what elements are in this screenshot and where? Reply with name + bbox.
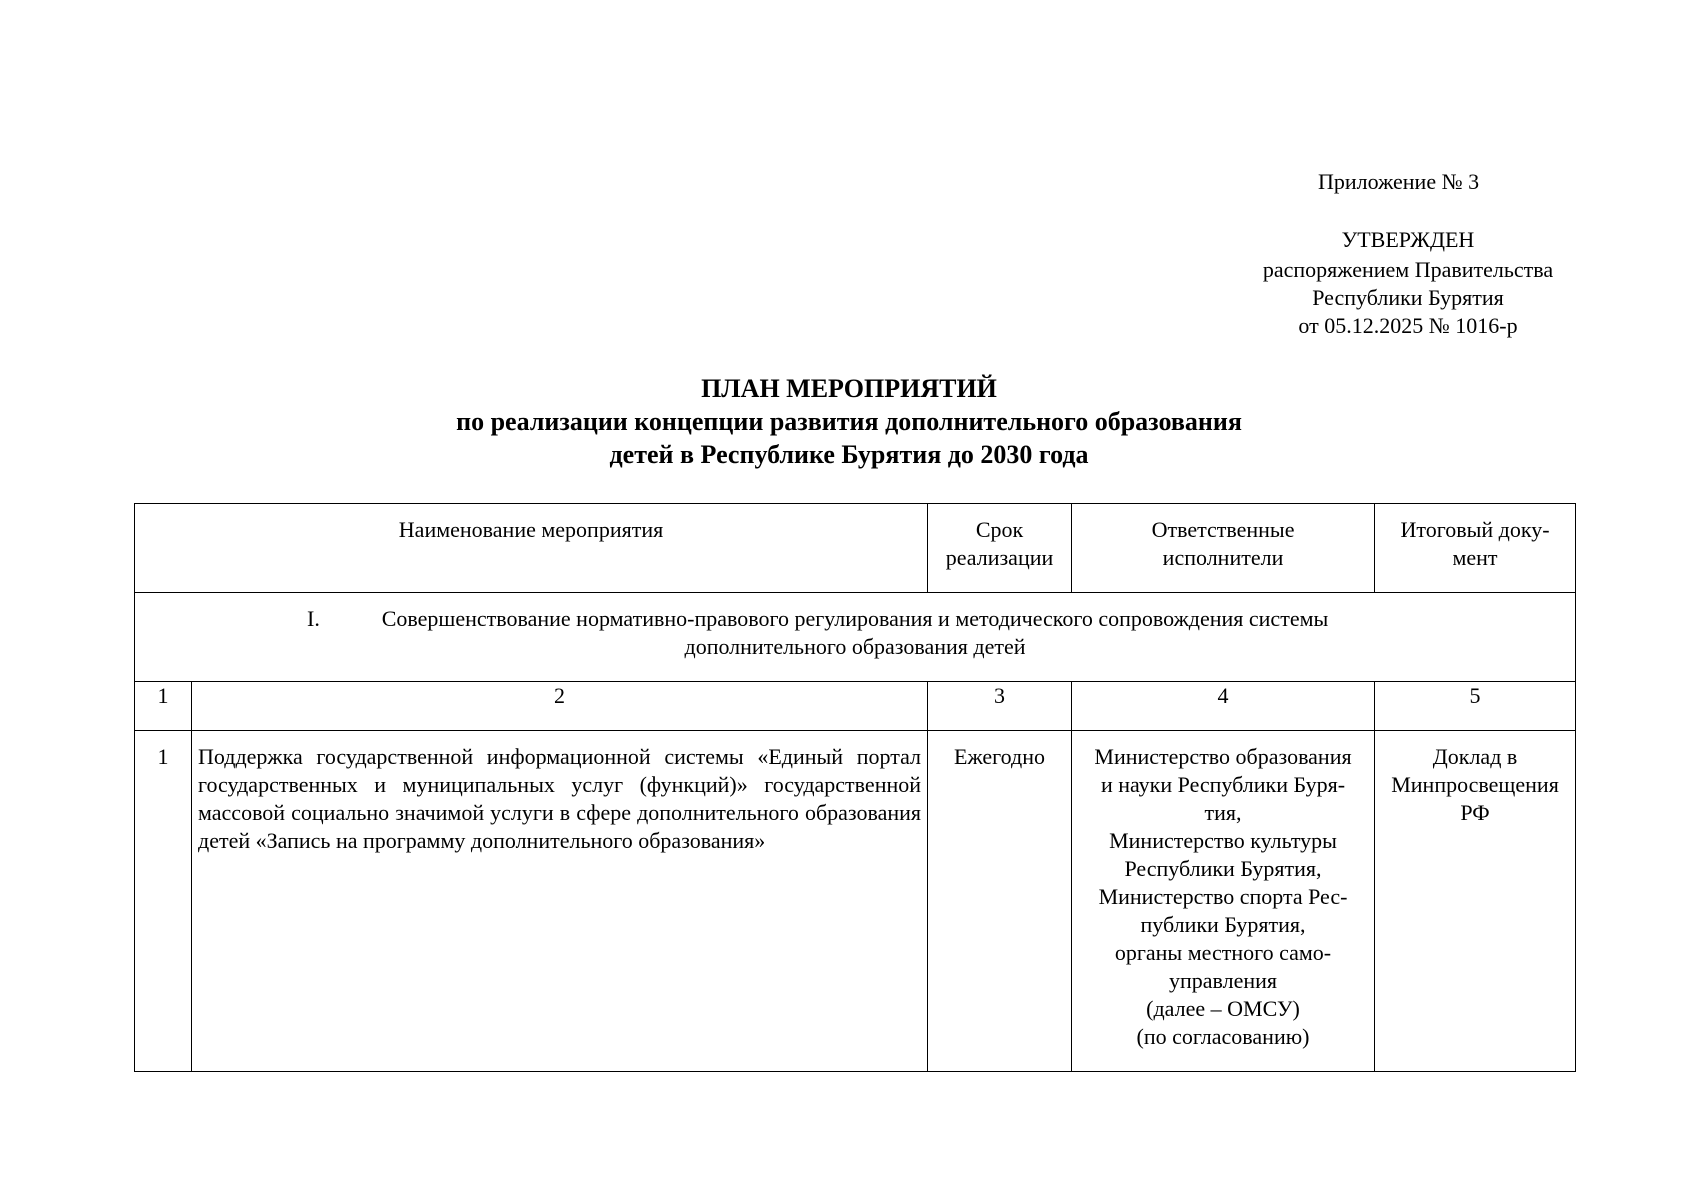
document-title — [0, 372, 1698, 471]
title-line: ПЛАН МЕРОПРИЯТИЙ — [701, 374, 997, 403]
column-number: 3 — [928, 682, 1072, 731]
approved-label: УТВЕРЖДЕН — [1341, 227, 1475, 252]
row-number: 1 — [135, 731, 192, 1072]
header-responsible: Ответственные исполнители — [1072, 504, 1375, 593]
header-document: Итоговый доку- мент — [1375, 504, 1576, 593]
table-row — [135, 731, 1576, 1072]
plan-table — [134, 503, 1576, 1072]
event-name: Поддержка государственной информационной системы «Единый портал государственных и муниципальных услуг (функций)» государственной массовой социально значимой услуги в сфере дополнительного образования детей «Запись на программу дополнительного образования» — [192, 731, 928, 1072]
section-title-line: дополнительного образования детей — [684, 634, 1026, 659]
annex-number: Приложение № 3 — [1318, 169, 1480, 194]
approved-line: распоряжением Правительства — [1262, 257, 1554, 282]
header-name: Наименование мероприятия — [135, 504, 928, 593]
approved-line: от 05.12.2025 № 1016-р — [1298, 313, 1518, 338]
column-number: 5 — [1375, 682, 1576, 731]
table-header-row — [135, 504, 1576, 593]
event-responsible: Министерство образования и науки Республики Буря- тия, Министерство культуры Республики Бурятия, Министерство спорта Рес- публики Бурятия, органы местного само- управления (далее – ОМСУ) (по согласованию) — [1072, 731, 1375, 1072]
column-number: 1 — [135, 682, 192, 731]
approved-line: Республики Бурятия — [1312, 285, 1504, 310]
column-number-row — [135, 682, 1576, 731]
section-title-line: Совершенствование нормативно-правового регулирования и методического сопровождения системы — [381, 606, 1329, 631]
section-heading — [135, 593, 1576, 682]
header-term: Срок реализации — [928, 504, 1072, 593]
event-document: Доклад в Минпросвещения РФ — [1375, 731, 1576, 1072]
title-line: по реализации концепции развития дополнительного образования — [456, 407, 1242, 436]
event-term: Ежегодно — [928, 731, 1072, 1072]
column-number: 2 — [192, 682, 928, 731]
section-number: I. — [307, 606, 320, 631]
approval-stamp — [1228, 226, 1588, 340]
section-row — [135, 593, 1576, 682]
title-line: детей в Республике Бурятия до 2030 года — [609, 440, 1089, 469]
column-number: 4 — [1072, 682, 1375, 731]
